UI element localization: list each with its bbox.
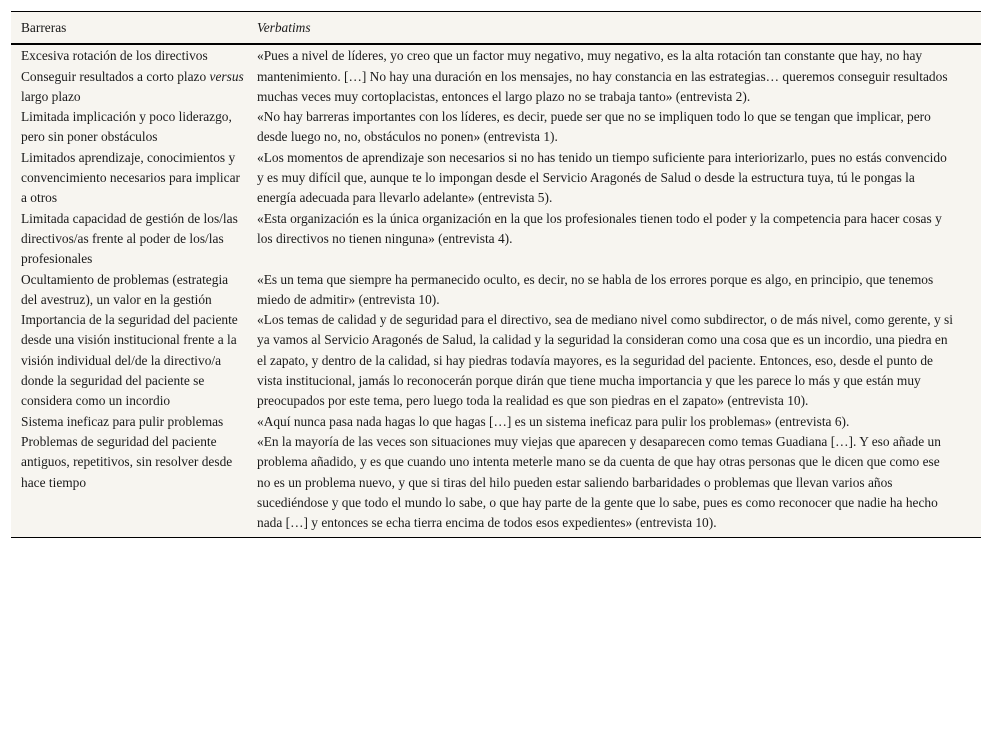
barriers-verbatims-table-container bbox=[11, 11, 981, 538]
header-barriers: Barreras bbox=[11, 12, 257, 44]
verbatim-cell: «Aquí nunca pasa nada hagas lo que hagas […] es un sistema ineficaz para pulir los problemas» (entrevista 6). bbox=[257, 413, 850, 429]
barrier-text-emphasis: versus bbox=[209, 68, 244, 84]
barrier-cell bbox=[11, 107, 257, 148]
verbatim-cell: «Esta organización es la única organización en la que los profesionales tienen todo el poder y la competencia para hacer cosas y los directivos no tienen ninguna» (entrevista 4). bbox=[257, 210, 942, 246]
barrier-cell bbox=[11, 44, 257, 107]
verbatim-cell: «No hay barreras importantes con los líderes, es decir, puede ser que no se impliquen todo lo que se tengan que implicar, pero desde luego no, no, obstáculos no ponen» (entrevista 1). bbox=[257, 109, 931, 145]
verbatim-cell: «En la mayoría de las veces son situaciones muy viejas que aparecen y desaparecen como temas Guadiana […]. Y eso añade un problema añadido, y es que cuando uno intenta meterle mano se da cuenta de que hay otras personas que le dicen que como ese no es un problema nuevo, y que si tiras del hilo pueden estar saliendo barbaridades o problemas que llevan varios años sucediéndose y que todo el mundo lo sabe, o que hay parte de la gente que lo sabe, pues es como reconocer que nadie ha hecho nada […] y entonces se echa tierra encima de todos esos expedientes» (entrevista 10). bbox=[257, 433, 941, 531]
barrier-cell bbox=[11, 209, 257, 270]
barrier-text-part: Ocultamiento de problemas (estrategia del avestruz), un valor en la gestión bbox=[21, 271, 229, 307]
barrier-text-part: Problemas de seguridad del paciente antiguos, repetitivos, sin resolver desde hace tiempo bbox=[21, 433, 233, 490]
table-row bbox=[11, 432, 981, 537]
table-row bbox=[11, 148, 981, 209]
barrier-text-part: largo plazo bbox=[21, 88, 81, 104]
barrier-cell bbox=[11, 432, 257, 537]
barrier-text-part: Limitados aprendizaje, conocimientos y convencimiento necesarios para implicar a otros bbox=[21, 149, 240, 206]
barrier-cell bbox=[11, 148, 257, 209]
barrier-text-part: Excesiva rotación de los directivos bbox=[21, 48, 208, 64]
table-row bbox=[11, 270, 981, 311]
barrier-cell bbox=[11, 412, 257, 432]
barrier-cell bbox=[11, 270, 257, 311]
verbatim-cell: «Pues a nivel de líderes, yo creo que un factor muy negativo, muy negativo, es la alta rotación tan constante que hay, no hay mantenimiento. […] No hay una duración en los mensajes, no hay constancia en las estrategias… queremos conseguir resultados muchas veces muy cortoplacistas, entonces el largo plazo no se trabaja tanto» (entrevista 2). bbox=[257, 48, 948, 104]
barrier-text-part: Conseguir resultados a corto plazo bbox=[21, 68, 210, 84]
table-row bbox=[11, 310, 981, 411]
barrier-text bbox=[21, 270, 247, 311]
barrier-text-part: Sistema ineficaz para pulir problemas bbox=[21, 413, 224, 429]
barrier-text bbox=[21, 432, 247, 493]
barrier-text bbox=[21, 209, 247, 270]
table-body bbox=[11, 44, 981, 537]
barrier-text bbox=[21, 46, 247, 66]
barrier-text-part: Importancia de la seguridad del paciente desde una visión institucional frente a la visión individual del/de la directivo/a donde la seguridad del paciente se considera como un incordio bbox=[21, 312, 238, 409]
barrier-text bbox=[21, 107, 247, 148]
barrier-text bbox=[21, 412, 247, 432]
barriers-verbatims-table bbox=[11, 12, 981, 537]
barrier-text-part: Limitada capacidad de gestión de los/las directivos/as frente al poder de los/las profesionales bbox=[21, 210, 238, 267]
verbatim-cell: «Los temas de calidad y de seguridad para el directivo, sea de mediano nivel como subdirector, o de más nivel, como gerente, y si ya vamos al Servicio Aragonés de Salud, la calidad y la seguridad la consideran como una cosa que es un incordio, una piedra en el zapato, y dentro de la calidad, si hay piedras todavía mayores, es la seguridad del paciente. Entonces, eso, desde el punto de vista institucional, jamás lo reconocerán porque dirán que tiene mucha importancia y que les parece lo más y que están muy preocupados por este tema, pero luego toda la realidad es que son piedras en el zapato» (entrevista 10). bbox=[257, 312, 953, 409]
table-row bbox=[11, 107, 981, 148]
table-header bbox=[11, 12, 981, 44]
header-verbatims: Verbatims bbox=[257, 12, 981, 44]
barrier-text bbox=[21, 310, 247, 411]
table-row bbox=[11, 209, 981, 270]
table-row bbox=[11, 412, 981, 432]
table-row bbox=[11, 44, 981, 107]
barrier-text-part: Limitada implicación y poco liderazgo, pero sin poner obstáculos bbox=[21, 109, 232, 145]
header-row bbox=[11, 12, 981, 44]
verbatim-cell: «Los momentos de aprendizaje son necesarios si no has tenido un tiempo suficiente para interiorizarlo, pues no estás convencido y es muy difícil que, aunque te lo impongan desde el Servicio Aragonés de Salud o desde la estructura tuya, tú le pongas la energía adecuada para llevarlo adelante» (entrevista 5). bbox=[257, 149, 947, 206]
verbatim-cell: «Es un tema que siempre ha permanecido oculto, es decir, no se habla de los errores porque es algo, en principio, que tenemos miedo de admitir» (entrevista 10). bbox=[257, 271, 934, 307]
barrier-text bbox=[21, 148, 247, 209]
barrier-text bbox=[21, 67, 247, 108]
barrier-cell bbox=[11, 310, 257, 411]
